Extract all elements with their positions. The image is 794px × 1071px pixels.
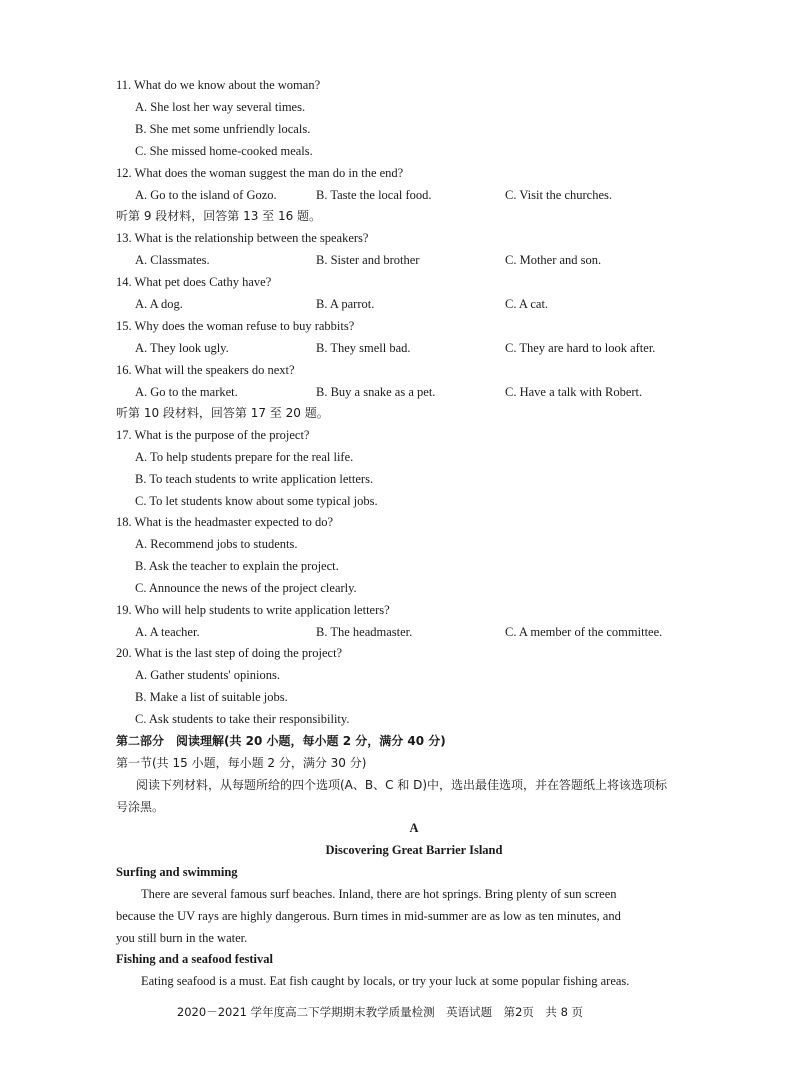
question-19-option-c: C. A member of the committee. [505,625,663,639]
question-16-option-c: C. Have a talk with Robert. [505,385,643,399]
question-17-option-a: A. To help students prepare for the real life. [135,450,354,464]
paragraph-1-line-2: because the UV rays are highly dangerous. Burn times in mid-summer are as low as ten minutes, and [116,909,621,923]
question-19-stem: 19. Who will help students to write application letters? [116,603,390,617]
question-19-option-a: A. A teacher. [135,625,200,639]
question-20-option-b: B. Make a list of suitable jobs. [135,690,288,704]
question-12-option-b: B. Taste the local food. [316,188,432,202]
question-16-option-a: A. Go to the market. [135,385,238,399]
question-13-stem: 13. What is the relationship between the speakers? [116,231,369,245]
paragraph-1-line-3: you still burn in the water. [116,931,248,945]
question-15-option-b: B. They smell bad. [316,341,411,355]
question-17-option-c: C. To let students know about some typical jobs. [135,494,378,508]
question-11-stem: 11. What do we know about the woman? [116,78,321,92]
question-16-option-b: B. Buy a snake as a pet. [316,385,436,399]
section-one-heading: 第一节(共 15 小题，每小题 2 分，满分 30 分) [116,756,367,770]
page-footer: 2020－2021 学年度高二下学期期末教学质量检测 英语试题 第2页 共 8 页 [176,1005,584,1019]
question-11-option-a: A. She lost her way several times. [135,100,306,114]
question-11-option-c: C. She missed home-cooked meals. [135,144,313,158]
question-14-option-a: A. A dog. [135,297,183,311]
question-16-stem: 16. What will the speakers do next? [116,363,295,377]
directions-line-1: 阅读下列材料，从每题所给的四个选项(A、B、C 和 D)中，选出最佳选项，并在答题纸上将该选项标 [136,778,668,792]
part-two-heading: 第二部分 阅读理解(共 20 小题，每小题 2 分，满分 40 分) [116,734,446,748]
question-19-option-b: B. The headmaster. [316,625,413,639]
question-14-stem: 14. What pet does Cathy have? [116,275,272,289]
passage-title: Discovering Great Barrier Island [325,843,503,857]
instruction-material-10: 听第 10 段材料，回答第 17 至 20 题。 [116,406,329,420]
directions-line-2: 号涂黑。 [116,800,165,814]
paragraph-2-line-1: Eating seafood is a must. Eat fish caught by locals, or try your luck at some popular fishing areas. [141,974,630,988]
question-20-stem: 20. What is the last step of doing the project? [116,646,343,660]
question-13-option-a: A. Classmates. [135,253,210,267]
subheading-fishing: Fishing and a seafood festival [116,952,273,966]
question-12-stem: 12. What does the woman suggest the man do in the end? [116,166,404,180]
question-13-option-c: C. Mother and son. [505,253,602,267]
paragraph-1-line-1: There are several famous surf beaches. Inland, there are hot springs. Bring plenty of sun screen [141,887,617,901]
question-20-option-c: C. Ask students to take their responsibility. [135,712,350,726]
question-18-stem: 18. What is the headmaster expected to do? [116,515,334,529]
question-15-option-a: A. They look ugly. [135,341,229,355]
question-17-stem: 17. What is the purpose of the project? [116,428,310,442]
question-15-option-c: C. They are hard to look after. [505,341,656,355]
question-20-option-a: A. Gather students' opinions. [135,668,280,682]
question-11-option-b: B. She met some unfriendly locals. [135,122,311,136]
question-12-option-c: C. Visit the churches. [505,188,612,202]
question-14-option-b: B. A parrot. [316,297,375,311]
question-18-option-a: A. Recommend jobs to students. [135,537,298,551]
question-18-option-c: C. Announce the news of the project clearly. [135,581,357,595]
question-13-option-b: B. Sister and brother [316,253,420,267]
subheading-surfing: Surfing and swimming [116,865,238,879]
question-15-stem: 15. Why does the woman refuse to buy rabbits? [116,319,355,333]
instruction-material-9: 听第 9 段材料，回答第 13 至 16 题。 [116,209,322,223]
passage-letter: A [409,821,419,835]
question-14-option-c: C. A cat. [505,297,549,311]
question-17-option-b: B. To teach students to write application letters. [135,472,374,486]
question-12-option-a: A. Go to the island of Gozo. [135,188,277,202]
question-18-option-b: B. Ask the teacher to explain the project. [135,559,339,573]
